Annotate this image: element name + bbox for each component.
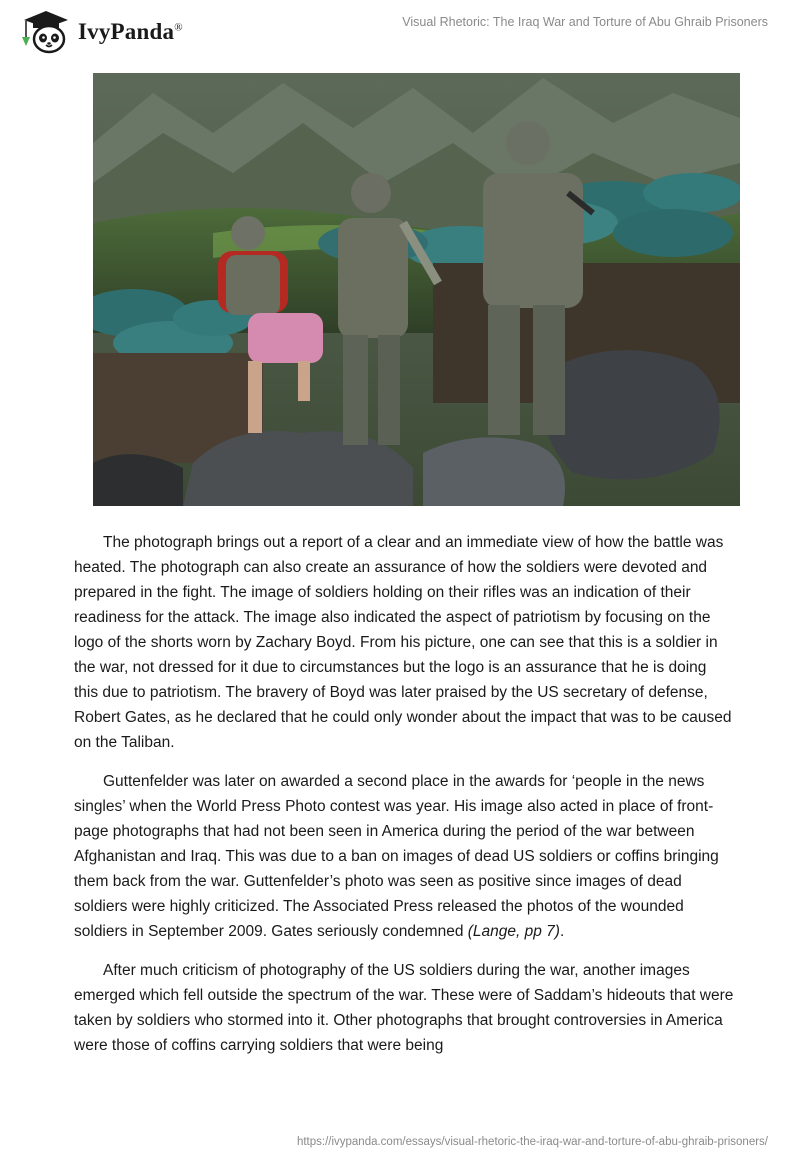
brand-name: IvyPanda®	[78, 19, 183, 44]
ivypanda-logo[interactable]	[16, 8, 183, 56]
article-body	[74, 530, 734, 1072]
paragraph-2-tail: .	[559, 923, 565, 940]
document-title: Visual Rhetoric: The Iraq War and Torture of Abu Ghraib Prisoners	[402, 15, 768, 29]
soldiers-photograph-icon	[93, 73, 740, 506]
paragraph-2	[74, 769, 734, 944]
citation: (Lange, pp 7)	[467, 923, 560, 940]
paragraph-3: After much criticism of photography of the US soldiers during the war, another images emerged which fell outside the spectrum of the war. These were of Saddam’s hideouts that were taken by soldiers who stormed into it. Other photographs that brought controversies in America were those of coffins carrying soldiers that were being	[74, 962, 734, 1054]
article-photograph	[93, 73, 740, 506]
panda-logo-icon	[16, 8, 74, 56]
footer-url-link[interactable]: https://ivypanda.com/essays/visual-rhetoric-the-iraq-war-and-torture-of-abu-ghraib-prisoners/	[296, 1136, 768, 1148]
paragraph-1: The photograph brings out a report of a clear and an immediate view of how the battle was heated. The photograph can also create an assurance of how the soldiers were devoted and prepared in the fight. The image of soldiers holding on their rifles was an indication of their readiness for the attack. The image also indicated the aspect of patriotism by focusing on the logo of the shorts worn by Zachary Boyd. From his picture, one can see that this is a soldier in the war, not dressed for it due to circumstances but the logo is an assurance that he is doing this due to patriotism. The bravery of Boyd was later praised by the US secretary of defense, Robert Gates, as he declared that he could only wonder about the impact that was to be caused on the Taliban.	[74, 534, 732, 751]
paragraph-2-text: Guttenfelder was later on awarded a second place in the awards for ‘people in the news singles’ when the World Press Photo contest was year. His image also acted in place of front-page photographs that had not been seen in America during the period of the war between Afghanistan and Iraq. This was due to a ban on images of dead US soldiers or coffins bringing them back from the war. Guttenfelder’s photo was seen as positive since images of dead soldiers were highly criticized. The Associated Press released the photos of the wounded soldiers in September 2009. Gates seriously condemned	[74, 773, 719, 940]
